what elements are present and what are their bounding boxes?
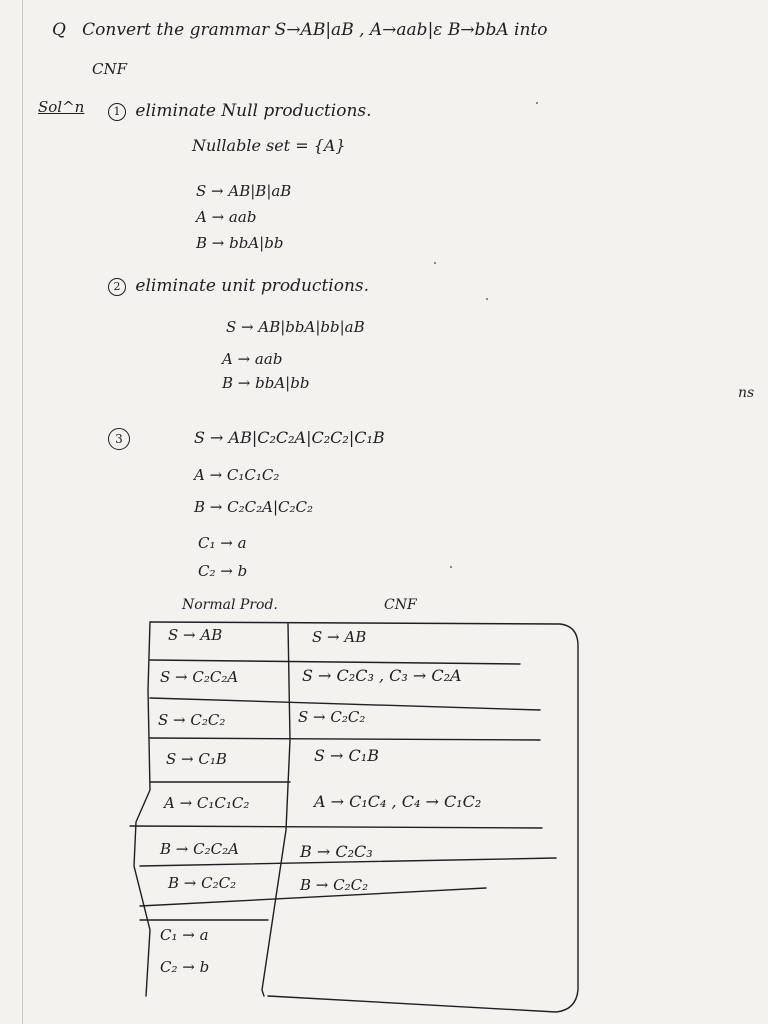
question-text-continued: CNF <box>92 60 128 78</box>
table-cell-normal: A → C₁C₁C₂ <box>164 794 250 812</box>
table-cell-cnf: S → AB <box>312 628 367 646</box>
step3-production: B → C₂C₂A|C₂C₂ <box>194 498 313 516</box>
step3-production: C₁ → a <box>198 534 247 552</box>
step2-production: B → bbA|bb <box>222 374 310 392</box>
scan-speck <box>434 262 436 264</box>
step1-production: A → aab <box>196 208 257 226</box>
step2-number: 2 <box>108 278 126 296</box>
step1-number: 1 <box>108 103 126 121</box>
table-cell-normal: S → AB <box>168 626 223 644</box>
step1-production: B → bbA|bb <box>196 234 284 252</box>
table-cell-normal: S → C₁B <box>166 750 227 768</box>
table-cell-normal: C₁ → a <box>160 926 209 944</box>
step1-heading-text: eliminate Null productions. <box>135 101 372 121</box>
table-header-normal: Normal Prod. <box>182 597 278 613</box>
step3-production: S → AB|C₂C₂A|C₂C₂|C₁B <box>194 428 385 447</box>
table-cell-normal: B → C₂C₂ <box>168 874 237 892</box>
table-cell-cnf: B → C₂C₂ <box>300 876 369 894</box>
solution-label: Sol^n <box>38 98 85 116</box>
table-cell-normal: S → C₂C₂A <box>160 668 239 686</box>
step3-production: C₂ → b <box>198 562 248 580</box>
scan-speck <box>486 298 488 300</box>
scan-speck <box>536 102 538 104</box>
question-body: Convert the grammar S→AB|aB , A→aab|ε B→bbA into <box>82 20 548 40</box>
step2-production: A → aab <box>222 350 283 368</box>
table-cell-cnf: S → C₂C₂ <box>298 708 366 726</box>
question-number: Q <box>52 20 66 40</box>
step2-production: S → AB|bbA|bb|aB <box>226 318 365 336</box>
table-cell-cnf: S → C₂C₃ , C₃ → C₂A <box>302 666 462 685</box>
table-cell-cnf: B → C₂C₃ <box>300 842 373 861</box>
table-cell-normal: S → C₂C₂ <box>158 711 226 729</box>
step3-production: A → C₁C₁C₂ <box>194 466 280 484</box>
table-cell-cnf: S → C₁B <box>314 746 379 765</box>
page-edge-text: ns <box>738 385 755 401</box>
step2-heading-text: eliminate unit productions. <box>135 276 370 296</box>
scan-speck <box>450 566 452 568</box>
step1-production: S → AB|B|aB <box>196 182 292 200</box>
table-cell-cnf: A → C₁C₄ , C₄ → C₁C₂ <box>314 792 482 811</box>
table-cell-normal: B → C₂C₂A <box>160 840 239 858</box>
step3-number: 3 <box>108 428 130 450</box>
table-cell-normal: C₂ → b <box>160 958 210 976</box>
table-header-cnf: CNF <box>384 597 417 613</box>
nullable-set: Nullable set = {A} <box>192 136 346 155</box>
